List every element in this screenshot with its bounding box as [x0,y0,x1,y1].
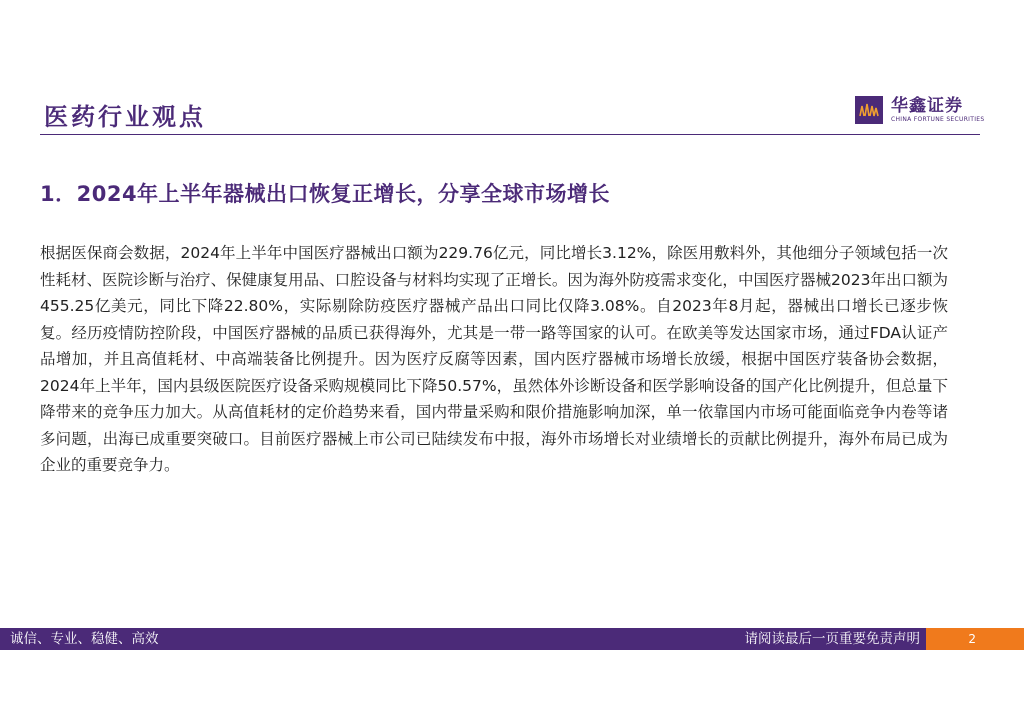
page-title: 医药行业观点 [44,103,206,131]
body-paragraph: 根据医保商会数据，2024年上半年中国医疗器械出口额为229.76亿元，同比增长3.12%，除医用敷料外，其他细分子领域包括一次性耗材、医院诊断与治疗、保健康复用品、口腔设备与材料均实现了正增长。因为海外防疫需求变化，中国医疗器械2023年出口额为455.25亿美元，同比下降22.80%，实际剔除防疫医疗器械产品出口同比仅降3.08%。自2023年8月起，器械出口增长已逐步恢复。经历疫情防控阶段，中国医疗器械的品质已获得海外，尤其是一带一路等国家的认可。在欧美等发达国家市场，通过FDA认证产品增加，并且高值耗材、中高端装备比例提升。因为医疗反腐等因素，国内医疗器械市场增长放缓，根据中国医疗装备协会数据，2024年上半年，国内县级医院医疗设备采购规模同比下降50.57%，虽然体外诊断设备和医学影响设备的国产化比例提升，但总量下降带来的竞争压力加大。从高值耗材的定价趋势来看，国内带量采购和限价措施影响加深，单一依靠国内市场可能面临竞争内卷等诸多问题，出海已成重要突破口。目前医疗器械上市公司已陆续发布中报，海外市场增长对业绩增长的贡献比例提升，海外布局已成为企业的重要竞争力。 [40,244,948,474]
page-number: 2 [968,632,976,646]
footer-bar [0,628,926,650]
section-heading: 1．2024年上半年器械出口恢复正增长，分享全球市场增长 [40,182,611,206]
logo-name-en: CHINA FORTUNE SECURITIES [891,116,985,123]
page-number-box [926,628,1024,650]
fortune-logo-icon [855,96,883,124]
header-divider [40,134,980,135]
footer-slogan: 诚信、专业、稳健、高效 [10,631,159,647]
logo-name-cn: 华鑫证券 [891,96,963,116]
footer-disclaimer-link[interactable]: 请阅读最后一页重要免责声明 [744,631,920,647]
company-logo [855,96,984,124]
